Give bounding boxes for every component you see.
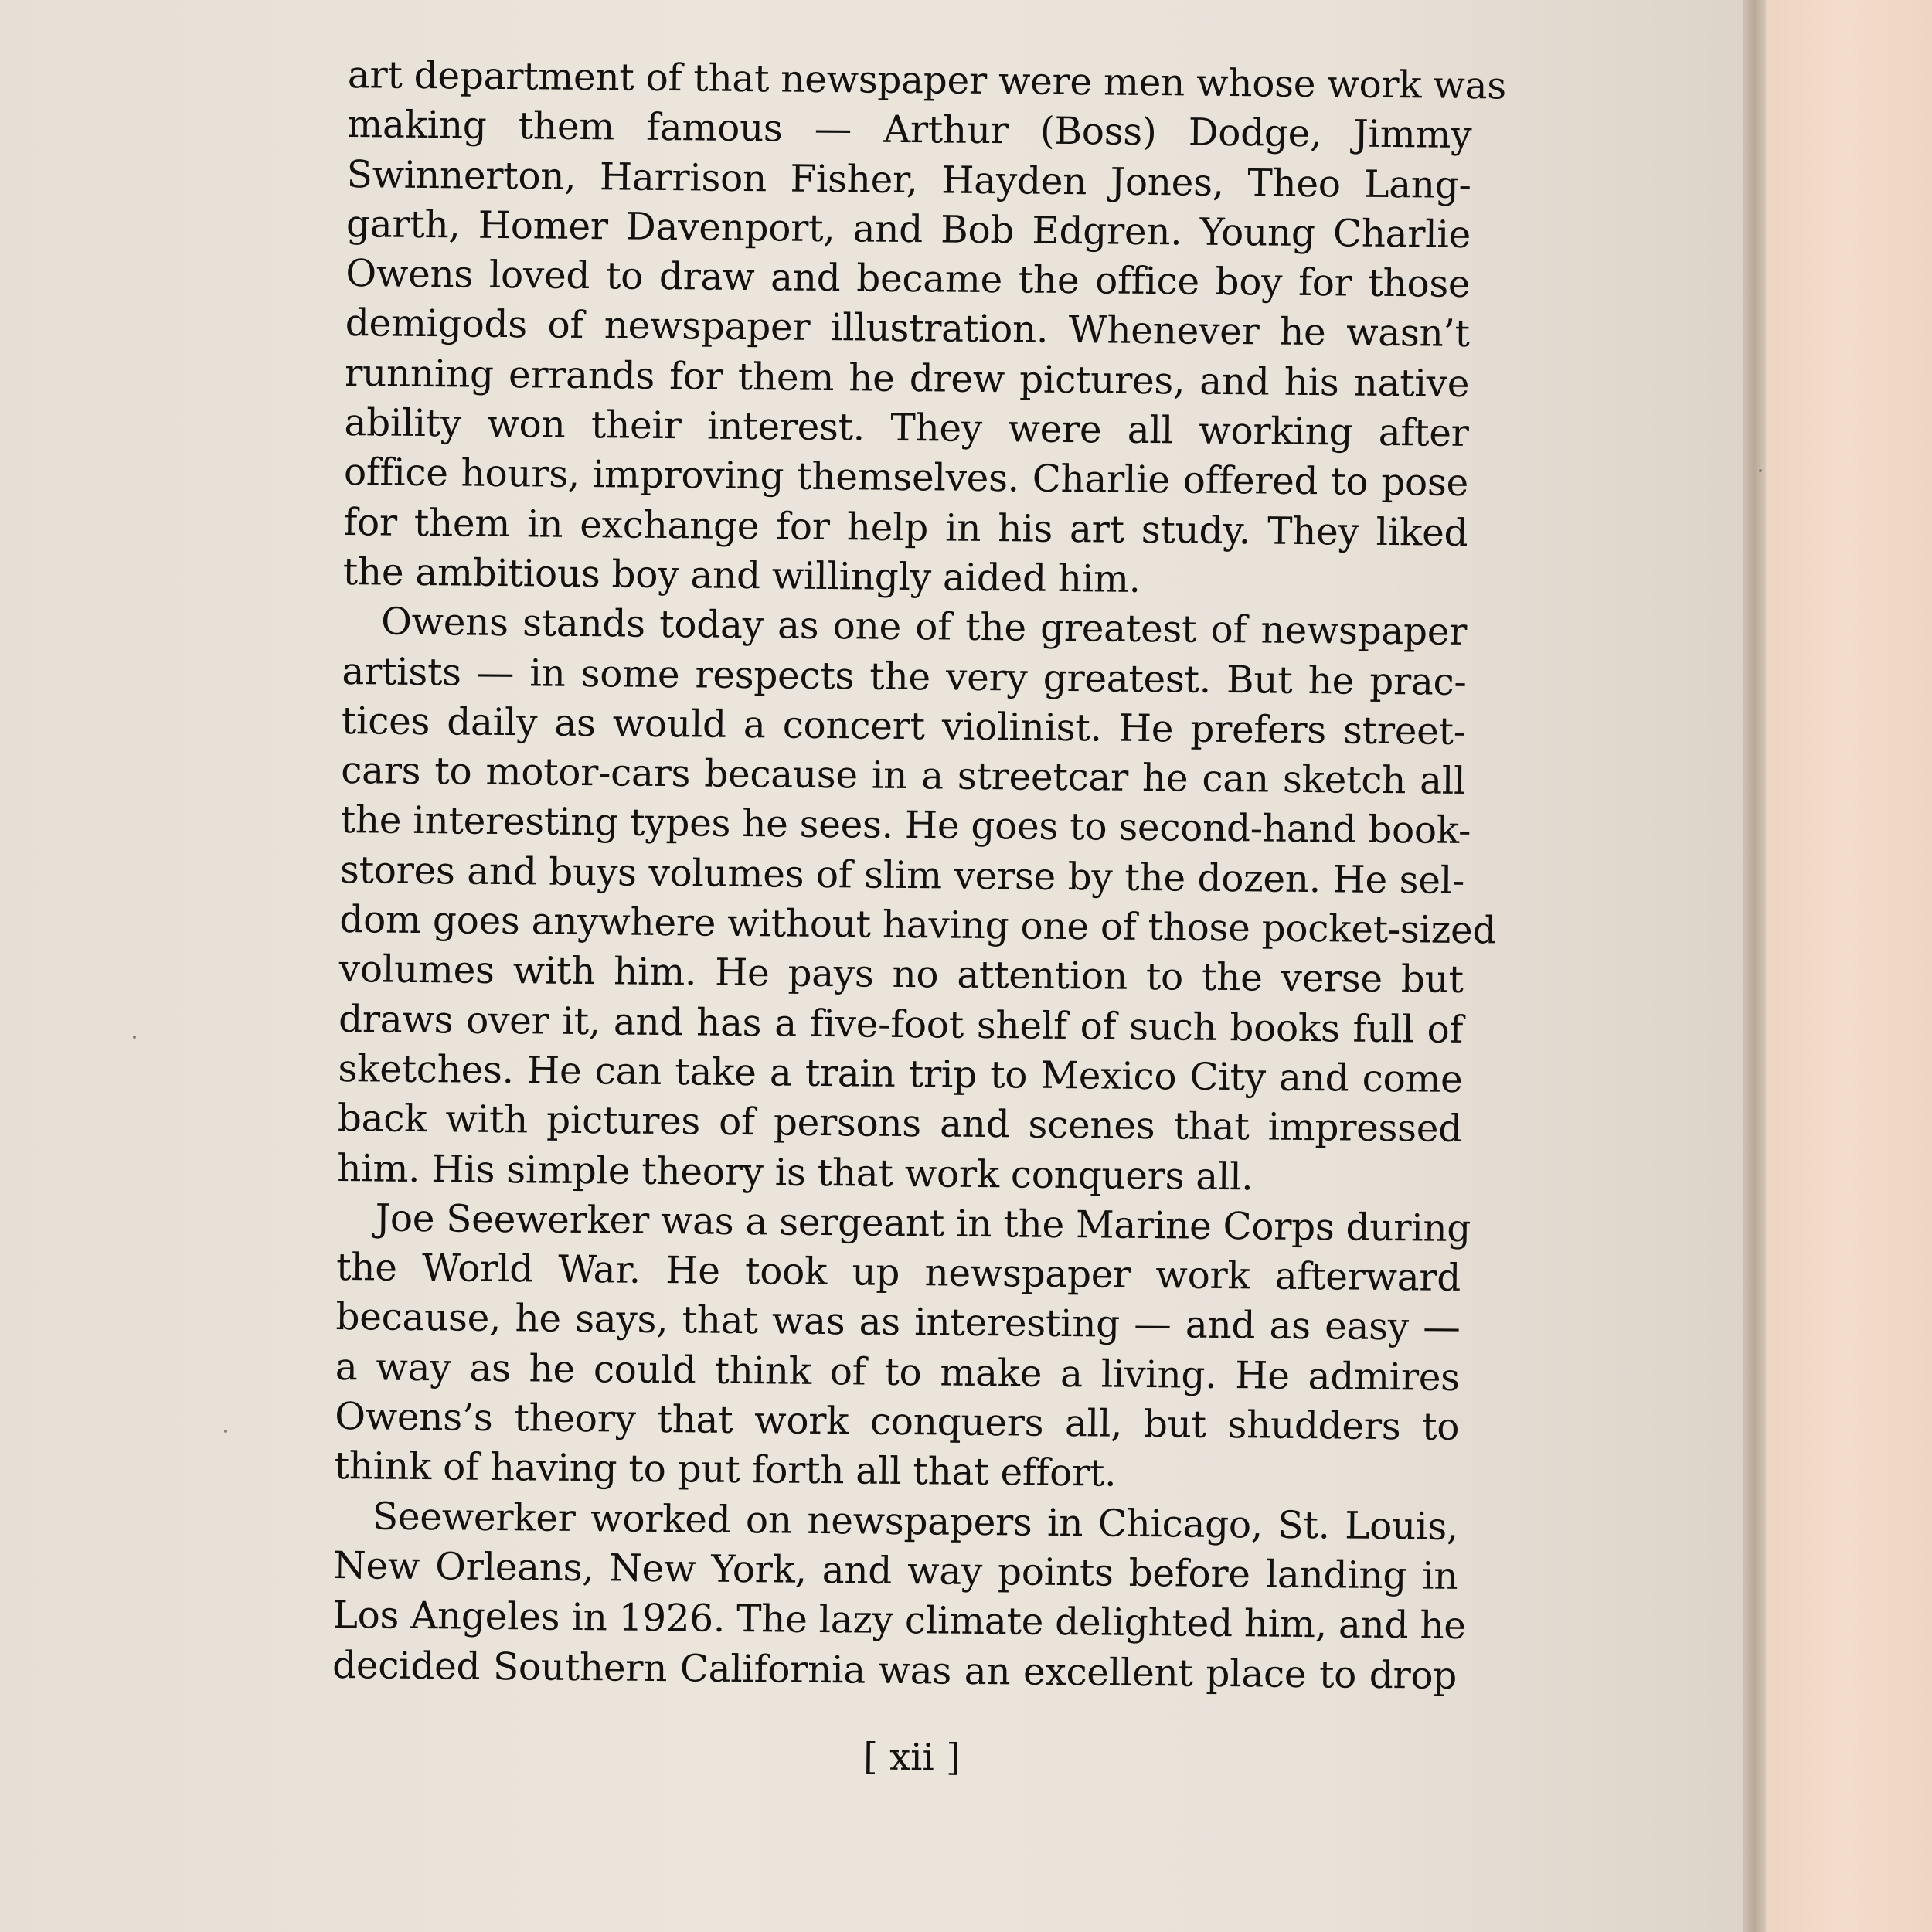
paper-speck	[224, 1430, 227, 1433]
text-line: tices daily as would a concert violinist. He prefers street-	[341, 699, 1467, 753]
facing-page-edge	[1766, 0, 1932, 1932]
text-line: demigods of newspaper illustration. Whenever he wasn’t	[345, 301, 1471, 356]
text-line: draws over it, and has a five-foot shelf of such books full of	[338, 997, 1464, 1052]
text-line: Los Angeles in 1926. The lazy climate delighted him, and he	[332, 1594, 1466, 1648]
text-line: making them famous — Arthur (Boss) Dodge, Jimmy	[347, 103, 1472, 158]
text-line: sketches. He can take a train trip to Mexico City and come	[338, 1046, 1463, 1101]
text-line: dom goes anywhere without having one of those pocket-sized	[339, 898, 1497, 953]
text-line: Owens loved to draw and became the office boy for those	[345, 252, 1471, 307]
text-line: Owens stands today as one of the greatest of newspaper	[380, 600, 1468, 655]
text-line: running errands for them he drew pictures, and his native	[344, 351, 1470, 406]
text-line: a way as he could think of to make a living. He admires	[335, 1345, 1461, 1400]
book-gutter	[1743, 0, 1766, 1932]
text-line: for them in exchange for help in his art study. They liked	[343, 500, 1468, 555]
text-line: Joe Seewerker was a sergeant in the Marine Corps during	[375, 1196, 1471, 1250]
paper-speck	[133, 1036, 136, 1039]
text-line: because, he says, that was as interesting — and as easy —	[335, 1295, 1461, 1350]
text-line: decided Southern California was an excellent place to drop	[332, 1643, 1458, 1698]
text-line: Owens’s theory that work conquers all, but shudders to	[334, 1395, 1460, 1449]
text-line: the ambitious boy and willingly aided him.	[342, 550, 1141, 601]
text-line: artists — in some respects the very greatest. But he prac-	[342, 649, 1467, 704]
text-line: him. His simple theory is that work conquers all.	[337, 1146, 1253, 1199]
text-line: Seewerker worked on newspapers in Chicago, St. Louis,	[372, 1495, 1459, 1549]
text-line: think of having to put forth all that effort.	[334, 1444, 1117, 1496]
text-line: the interesting types he sees. He goes to second-hand book-	[340, 798, 1471, 853]
text-line: garth, Homer Davenport, and Bob Edgren. Young Charlie	[345, 202, 1471, 257]
text-line: back with pictures of persons and scenes that impressed	[337, 1097, 1463, 1151]
text-line: ability won their interest. They were all working after	[344, 401, 1469, 456]
text-line: volumes with him. He pays no attention to the verse but	[338, 947, 1464, 1002]
text-line: cars to motor-cars because in a streetcar he can sketch all	[341, 749, 1466, 804]
paper-speck	[1759, 469, 1762, 472]
body-text	[332, 50, 1507, 1701]
text-line: Swinnerton, Harrison Fisher, Hayden Jones, Theo Lang-	[346, 152, 1471, 207]
text-line: stores and buys volumes of slim verse by the dozen. He sel-	[339, 848, 1465, 903]
page-number: [ xii ]	[862, 1735, 961, 1780]
text-line: office hours, improving themselves. Charlie offered to pose	[343, 451, 1469, 505]
text-line: art department of that newspaper were men whose work was	[347, 53, 1507, 108]
text-line: the World War. He took up newspaper work afterward	[335, 1246, 1461, 1301]
text-line: New Orleans, New York, and way points before landing in	[333, 1543, 1458, 1598]
